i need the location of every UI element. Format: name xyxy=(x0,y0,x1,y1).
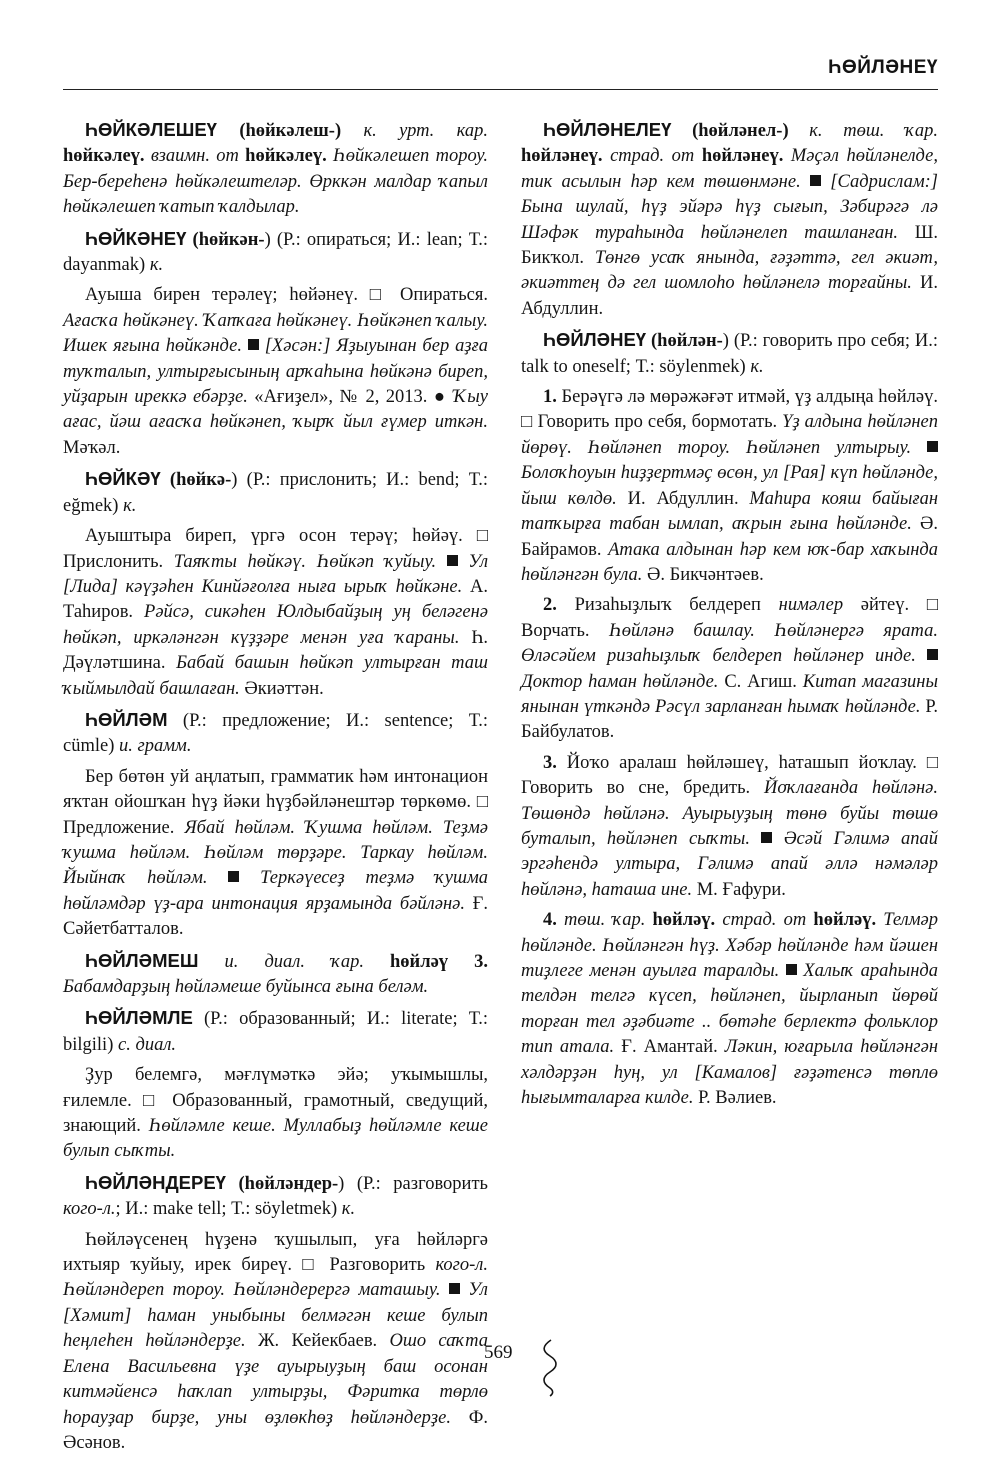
headword: ҺӨЙКӘЛЕШЕҮ xyxy=(85,119,217,140)
source: Ғ. Сәйетбатталов. xyxy=(63,893,489,940)
headword: ҺӨЙЛӘНДЕРЕҮ xyxy=(85,1171,226,1193)
stem: һөйкән- xyxy=(198,229,265,250)
stem: һөйлән- xyxy=(657,331,723,352)
dictionary-entry xyxy=(63,1170,488,1223)
grammar-label: страд. от xyxy=(610,146,702,167)
sense-number: 3. xyxy=(543,752,557,773)
source: А. Таһиров. xyxy=(63,576,488,623)
definition xyxy=(63,524,488,702)
dictionary-entry xyxy=(63,1005,488,1058)
example: Теркәүесеҙ теҙмә ҡушма һөйләмдәр үҙ-ара интонация ярҙамында бәйләнә. xyxy=(63,868,489,914)
square-bullet-icon xyxy=(449,1283,460,1294)
grammar-label: с. диал. xyxy=(118,1034,177,1055)
cross-reference: һөйләү. xyxy=(645,910,723,931)
page-number: 569 xyxy=(484,1342,513,1363)
grammar-label: и. грамм. xyxy=(119,736,192,757)
example: Таяҡты һөйкәү. Һөйкәп ҡуйыу. xyxy=(173,551,437,572)
text: ( xyxy=(225,1173,245,1194)
headword: ҺӨЙКӘНЕҮ xyxy=(85,227,187,249)
example: Ябай һөйләм. Ҡушма һөйләм. Теҙмә ҡушма һөйләм. Һөйләм төрҙәре. Таркау һөйләм. Йыйнаҡ һөйләм. xyxy=(63,817,488,889)
cross-reference: һөйләү. xyxy=(813,910,877,931)
source: Әкиәттән. xyxy=(239,678,324,699)
dictionary-entry xyxy=(521,117,938,322)
squiggle-ornament-icon xyxy=(538,1337,564,1397)
grammar-label: к. урт. кар. xyxy=(363,121,488,141)
grammar-label: и. диал. ҡар. xyxy=(198,951,391,972)
source: Мәҡәл. xyxy=(63,437,121,458)
translations: ) (Р.: говорить про себя; И.: talk to oneself; Т.: söylenmek) xyxy=(521,331,938,377)
example: Мәҫәл һөйләнелде, тик асылын һәр кем төшөнмәне. xyxy=(521,146,938,192)
example: Үҙ алдына һөйләнеп йөрөү. Һөйләнеп тороу. Һөйләнеп ултырыу. xyxy=(521,412,938,458)
stem: һөйләнел- xyxy=(698,121,783,141)
example: Маһира кояш байыған тапҡырға табан ымлап, аҡрын ғына һөйләнде. xyxy=(521,488,938,535)
definition-text: Бер бөтөн уй аңлатып, грамматик һәм интонацион яҡтан ойошҡан һүҙ йәки һүҙбәйләнештәр төркөмө. □ Предложение. xyxy=(63,766,488,838)
example: Ул [Хәмит] һаман уныбыны белмәгән кеше булып һеңлеһен һөйләндерҙе. xyxy=(63,1280,488,1352)
definition-text: Һөйләүсенең һүҙенә ҡушылып, уға һөйләргә ихтыяр ҡуйыу, ирек биреү. □ Разговорить xyxy=(63,1229,488,1276)
example: Доктор һаман һөйләнде. xyxy=(521,671,719,692)
stem: һөйкә- xyxy=(176,470,232,491)
text: ( xyxy=(216,121,246,141)
translations: ) (Р.: разговорить xyxy=(338,1173,488,1194)
translations: ) (Р.: прислонить; И.: bend; Т.: eğmek) xyxy=(63,470,488,516)
definition-text: әйтеү. □ Ворчать. xyxy=(521,595,938,641)
text: ( xyxy=(186,229,199,250)
source: Р. Байбулатов. xyxy=(521,696,938,743)
example: Ағасҡа һөйкәнеү. Ҡапҡаға һөйкәнеү. Һөйкәнеп ҡалыу. Ишек яғына һөйкәнде. xyxy=(63,310,488,357)
translations: (Р.: образованный; И.: literate; Т.: bilgili) xyxy=(63,1009,488,1055)
grammar-label: к. xyxy=(149,255,164,276)
headword: ҺӨЙЛӘМЛЕ xyxy=(85,1007,193,1029)
grammar-label: кого-л. xyxy=(63,1199,116,1220)
stem: һөйкәлеш- xyxy=(245,121,335,141)
sense xyxy=(521,385,938,588)
example: Һөйкәлешеп тороу. Бер-береһенә һөйкәлештеләр. Өрккән малдар ҡапыл һөйкәлешеп ҡатып ҡалдылар. xyxy=(63,146,488,218)
example: Ошо саҡта Елена Васильевна үҙе ауырыуҙың баш осонан китмәйенсә һаҡлап ултырҙы, Фәритка төрлө һорауҙар бирҙе, уны өҙлөкһөҙ һөйләндерҙе. xyxy=(63,1331,488,1428)
dictionary-entry xyxy=(63,226,488,279)
translations: (Р.: предложение; И.: sentence; Т.: cümle) xyxy=(63,710,488,757)
translations: ) (Р.: опираться; И.: lean; Т.: dayanmak) xyxy=(63,229,488,276)
example: Бабамдарҙың һөйләмеше буйынса ғына беләм. xyxy=(63,977,429,997)
grammar-label: к. төш. ҡар. xyxy=(809,121,938,141)
running-head: ҺӨЙЛӘНЕҮ xyxy=(828,57,938,78)
example: Атака алдынан һәр кем юҡ-бар хаҡында һөйләнгән була. xyxy=(521,539,938,585)
cross-reference: һөйләнеү. xyxy=(521,146,611,167)
example: Төнгө усаҡ янында, ғәҙәттә, гел әкиәт, әкиәттең дә гел шомлоһо һөйләнелә торғайны. xyxy=(521,248,938,294)
sense xyxy=(521,593,938,745)
grammar-label: к. xyxy=(123,495,137,516)
sense xyxy=(521,908,938,1111)
definition-text: Берәүгә лә мөрәжәғәт итмәй, үҙ алдыңа һөйләү. □ Говорить про себя, бормотать. xyxy=(521,387,938,433)
dictionary-entry xyxy=(63,117,488,221)
dictionary-entry xyxy=(521,327,938,380)
example: [Хәсән:] Яҙыуынан бер аҙға туҡталып, ултырғысының арҡаһына һөйкәнә биреп, уйҙарын иреккә ебәрҙе. xyxy=(63,336,489,408)
source: И. Абдуллин. xyxy=(521,273,938,319)
headword: ҺӨЙЛӘМ xyxy=(85,708,168,730)
grammar-label: нимәлер xyxy=(778,595,844,616)
square-bullet-icon xyxy=(248,339,259,350)
square-bullet-icon xyxy=(927,441,938,452)
bullet-icon: ● xyxy=(433,387,454,408)
right-column xyxy=(521,117,938,1116)
dictionary-entry xyxy=(63,948,488,1001)
source: Ф. Әсәнов. xyxy=(63,1407,488,1453)
example: Әсәй Гәлимә апай эргәһендә ултыра, Гәлимә апай әллә нәмәләр һөйләнә, һаташа ине. xyxy=(521,828,938,900)
definition-text: Ауыша бирен терәлеү; һөйәнеү. □ Опираться. xyxy=(85,285,488,306)
headword: ҺӨЙКӘҮ xyxy=(85,468,161,490)
definition xyxy=(63,1063,488,1165)
source: Ә. Бикчәнтәев. xyxy=(642,564,764,585)
source: М. Ғафури. xyxy=(692,879,786,900)
square-bullet-icon xyxy=(761,832,772,843)
square-bullet-icon xyxy=(927,649,938,660)
text: ( xyxy=(646,331,658,352)
definition-text: Ризаһыҙлыҡ белдереп xyxy=(556,595,779,616)
grammar-label: к. xyxy=(750,356,764,377)
source: Р. Вәлиев. xyxy=(693,1088,777,1109)
headword: ҺӨЙЛӘМЕШ xyxy=(85,949,199,971)
cross-reference: һөйләнеү. xyxy=(701,146,791,167)
example: Ләкин, юғарыла һөйләнгән хәлдәрҙән һуң, ул [Камалов] ғәҙәтенсә төплө һығымталарға килде. xyxy=(521,1037,939,1109)
header-rule xyxy=(63,89,938,90)
definition-text: Йоҡо аралаш һөйләшеү, һаташып йоҡлау. □ Говорить во сне, бредить. xyxy=(521,752,938,799)
grammar-label: страд. от xyxy=(722,910,814,931)
square-bullet-icon xyxy=(810,175,821,186)
example: Китап магазины янынан үткәндә Рәсүл зарланған һымаҡ һөйләнде. xyxy=(521,671,939,717)
source: Ә. Байрамов. xyxy=(521,514,938,560)
grammar-label: төш. ҡар. xyxy=(556,910,646,931)
square-bullet-icon xyxy=(786,964,797,975)
example: [Садрислам:] Бына шулай, һүҙ эйәрә һүҙ сығып, Зәбирәгә лә Шәфәк тураһында һөйләнелеп ташланған. xyxy=(521,171,938,243)
headword: ҺӨЙЛӘНЕҮ xyxy=(543,329,647,351)
example: Ҡыу ағас, йәш ағасҡа һөйкәнеп, ҡырҡ йыл ғүмер иткән. xyxy=(63,387,488,433)
example: Бабай башын һөйкәп ултырған таш ҡыймылдай башлаған. xyxy=(63,653,488,699)
square-bullet-icon xyxy=(447,555,458,566)
source: «Ағиҙел», № 2, 2013. xyxy=(247,387,434,408)
definition xyxy=(63,765,488,943)
headword: ҺӨЙЛӘНЕЛЕҮ xyxy=(543,119,672,140)
definition xyxy=(63,283,488,461)
example: Ул [Лида] кәүҙәһен Кинйәғолға ныға ырыҡ һөйкәне. xyxy=(63,551,489,597)
example: Һөйләнә башлау. Һөйләнергә ярата. Өләсәйем ризаһыҙлыҡ белдереп һөйләнер инде. xyxy=(521,620,938,667)
definition-text: Ауыштыра биреп, үргә осон терәү; һөйәү. □ Прислонить. xyxy=(63,526,488,572)
text: ) xyxy=(782,121,810,141)
cross-reference: һөйләү 3. xyxy=(390,951,488,972)
text: ( xyxy=(671,121,699,141)
left-column xyxy=(63,117,488,1461)
sense-number: 1. xyxy=(543,387,557,408)
definition-text: Ҙур белемгә, мәғлүмәткә эйә; уҡымышлы, ғилемле. □ Образованный, грамотный, сведущий, знающий. xyxy=(63,1065,488,1137)
source: И. Абдуллин. xyxy=(616,488,750,509)
example: Йоҡлағанда һөйләнә. Төшөндә һөйләнә. Ауырыуҙың төнө буйы төшө буталып, һөйләнеп сыҡты. xyxy=(521,778,938,849)
square-bullet-icon xyxy=(228,871,239,882)
source: Ғ. Амантай. xyxy=(614,1037,725,1058)
sense-number: 4. xyxy=(543,910,557,931)
definition xyxy=(63,1228,488,1457)
source: С. Агиш. xyxy=(718,671,803,692)
source: Ж. Кейекбаев. xyxy=(245,1331,390,1352)
example: Болоҡһоуын һиҙҙертмәҫ өсөн, ул [Рая] күп һөйләнде, йыш көлдө. xyxy=(521,463,938,509)
example: Рәйсә, сикәһен Юлдыбайҙың уң беләгенә һөйкәп, иркәләнгән күҙҙәре менән уға ҡараны. xyxy=(63,602,488,648)
translations: ; И.: make tell; Т.: söyletmek) xyxy=(115,1199,342,1220)
example: Һөйләмле кеше. Муллабыҙ һөйләмле кеше булып сыҡты. xyxy=(63,1116,488,1162)
dictionary-entry xyxy=(63,466,488,519)
cross-reference: һөйкәлеү. xyxy=(245,146,334,167)
grammar-label: взаимн. от xyxy=(150,146,246,167)
cross-reference: һөйкәлеү. xyxy=(63,146,151,167)
example: Телмәр һөйләнде. Һөйләнгән һүҙ. Хәбәр һөйләнде һәм йәшен тиҙлеге менән ауылға таралды. xyxy=(521,910,938,981)
source: Ш. Бикҡол. xyxy=(521,222,938,269)
text: ) xyxy=(334,121,364,141)
sense-number: 2. xyxy=(543,595,557,616)
dictionary-entry xyxy=(63,707,488,760)
source: Һ. Дәүләтшина. xyxy=(63,627,489,674)
grammar-label: к. xyxy=(341,1199,356,1220)
stem: һөйләндер- xyxy=(244,1173,339,1194)
text: ( xyxy=(160,470,177,491)
example: Халыҡ араһында телдән телгә күсеп, һөйләнеп, йырланып йөрөй торған тел әҙәбиәте .. бөтәһе берлектә фольклор тип атала. xyxy=(521,961,938,1058)
sense xyxy=(521,751,938,903)
example: кого-л. Һөйләндереп тороу. Һөйләндерергә маташыу. xyxy=(63,1255,488,1301)
